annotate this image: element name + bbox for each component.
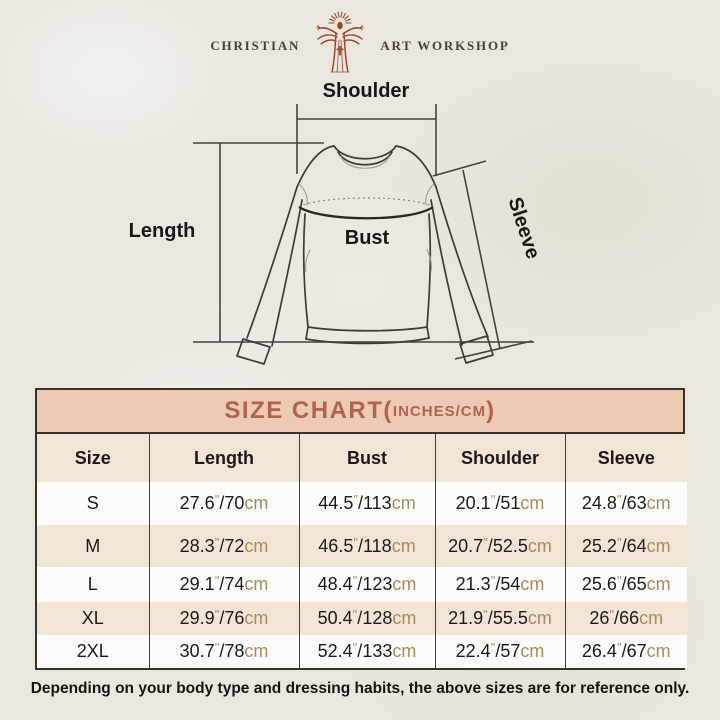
measurement-cell: 48.4"/123cm: [299, 567, 435, 602]
measurement-cell: 30.7"/78cm: [149, 635, 299, 668]
measurement-cell: 24.8"/63cm: [565, 482, 687, 525]
bust-ellipse-front: [299, 207, 433, 218]
measurement-cell: 22.4"/57cm: [435, 635, 565, 668]
measurement-cell: 44.5"/113cm: [299, 482, 435, 525]
column-header: Shoulder: [435, 434, 565, 482]
measurement-cell: 27.6"/70cm: [149, 482, 299, 525]
size-chart-title-text: SIZE CHART: [224, 397, 384, 424]
column-header: Length: [149, 434, 299, 482]
measurement-cell: 26"/66cm: [565, 602, 687, 635]
size-table-row: [37, 635, 687, 668]
size-table-row: [37, 567, 687, 602]
measurement-cell: 29.9"/76cm: [149, 602, 299, 635]
measurement-cell: 46.5"/118cm: [299, 525, 435, 567]
brand-name-left: CHRISTIAN: [210, 38, 301, 53]
size-value: 2XL: [76, 641, 109, 661]
measurement-cell: 26.4"/67cm: [565, 635, 687, 668]
measurement-cell: 52.4"/133cm: [299, 635, 435, 668]
measurement-cell: 25.2"/64cm: [565, 525, 687, 567]
measurement-cell: 28.3"/72cm: [149, 525, 299, 567]
sweatshirt-outline: [237, 146, 493, 364]
size-value: S: [86, 493, 99, 513]
column-header: Size: [74, 447, 111, 468]
size-table-header-row: [37, 434, 687, 482]
measurement-cell: 25.6"/65cm: [565, 567, 687, 602]
size-table-row: [37, 482, 687, 525]
size-table: [37, 434, 687, 668]
size-value: L: [87, 574, 98, 594]
column-header: Bust: [299, 434, 435, 482]
measurement-cell: 20.1"/51cm: [435, 482, 565, 525]
column-header: Sleeve: [565, 434, 687, 482]
units-note: INCHES/CM: [392, 402, 487, 420]
shoulder-label: Shoulder: [322, 80, 410, 102]
size-chart: [35, 388, 685, 670]
measurement-cell: 20.7"/52.5cm: [435, 525, 565, 567]
sleeve-label: Sleeve: [503, 194, 544, 262]
bust-label: Bust: [344, 227, 390, 249]
measurement-cell: 50.4"/128cm: [299, 602, 435, 635]
paren-open: (: [383, 397, 393, 424]
size-chart-title: [37, 390, 683, 434]
size-table-row: [37, 525, 687, 567]
measurement-cell: 29.1"/74cm: [149, 567, 299, 602]
size-value: M: [85, 535, 101, 556]
length-label: Length: [128, 220, 196, 242]
size-value: XL: [81, 608, 104, 628]
measurement-cell: 21.3"/54cm: [435, 567, 565, 602]
size-table-row: [37, 602, 687, 635]
footnote: Depending on your body type and dressing habits, the above sizes are for reference only.: [30, 680, 690, 697]
bust-ellipse-back: [299, 198, 433, 207]
measurement-cell: 21.9"/55.5cm: [435, 602, 565, 635]
brand-name-right: ART WORKSHOP: [380, 38, 510, 53]
paren-close: ): [486, 397, 496, 424]
